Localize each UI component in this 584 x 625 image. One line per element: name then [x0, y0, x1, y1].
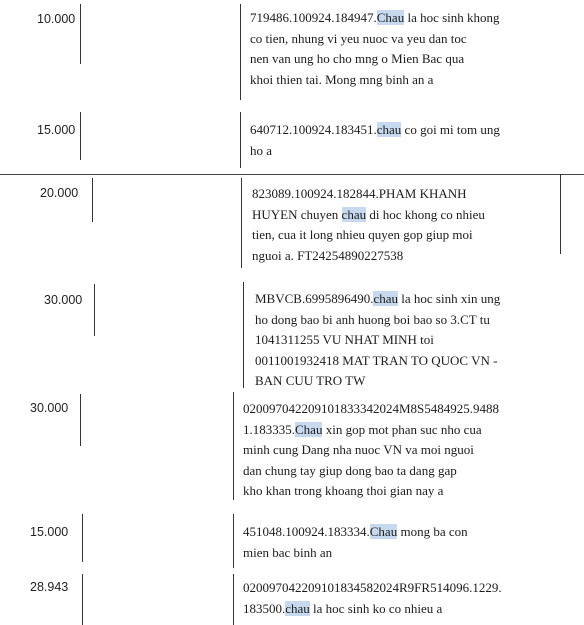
row-amount: 15.000	[37, 123, 76, 137]
highlighted-word: chau	[341, 206, 367, 222]
desc-text: khoi thien tai. Mong mng binh an a	[250, 71, 434, 87]
column-divider	[92, 178, 93, 222]
column-divider	[94, 284, 95, 336]
desc-text: 020097042209101834582024R9FR514096.1229.	[243, 580, 502, 595]
desc-line	[243, 420, 499, 441]
desc-line	[250, 49, 500, 70]
desc-text: di hoc khong co nhieu	[366, 206, 485, 222]
desc-text: 719486.100924.184947.	[250, 10, 377, 25]
desc-text: ho a	[250, 142, 273, 158]
row-amount: 20.000	[40, 186, 79, 200]
desc-text: co goi mi tom ung	[401, 122, 500, 137]
desc-line	[250, 70, 500, 91]
row-description	[252, 184, 485, 266]
desc-text: mong ba con	[397, 524, 468, 539]
desc-line	[255, 289, 500, 310]
desc-text: 823089.100924.182844.PHAM KHANH	[252, 186, 467, 201]
desc-text: xin gop mot phan suc nho cua	[322, 421, 482, 437]
desc-text: mien bac binh an	[243, 544, 333, 560]
desc-text: kho khan trong khoang thoi gian nay a	[243, 483, 444, 498]
desc-line	[243, 543, 468, 564]
desc-text: HUYEN chuyen	[252, 206, 342, 222]
desc-text: 020097042209101833342024M8S5484925.9488	[243, 401, 500, 416]
row-description	[243, 578, 502, 619]
desc-text: 183500.	[243, 600, 286, 616]
highlighted-word: Chau	[295, 421, 323, 437]
desc-line	[255, 371, 500, 392]
column-divider	[80, 4, 81, 64]
column-divider	[240, 4, 241, 100]
desc-line	[252, 184, 485, 205]
desc-text: minh cung Dang nha nuoc VN va moi nguoi	[243, 442, 474, 457]
column-divider	[80, 112, 81, 160]
desc-text: MBVCB.6995896490.	[255, 291, 374, 306]
column-divider	[233, 574, 234, 625]
row-description	[255, 289, 500, 392]
desc-line	[243, 440, 499, 461]
desc-text: nguoi a. FT24254890227538	[252, 247, 404, 263]
desc-text: 0011001932418 MAT TRAN TO QUOC VN -	[255, 352, 498, 368]
desc-text: co tien, nhung vi yeu nuoc va yeu dan toc	[250, 30, 467, 46]
highlighted-word: Chau	[376, 10, 405, 25]
column-divider	[233, 392, 234, 500]
desc-text: nen van ung ho cho mng o Mien Bac qua	[250, 51, 465, 66]
row-amount: 28.943	[30, 580, 69, 594]
column-divider	[240, 112, 241, 168]
desc-line	[243, 399, 499, 420]
desc-text: la hoc sinh ko co nhieu a	[309, 600, 443, 616]
column-divider	[241, 178, 242, 268]
row-description	[243, 399, 499, 502]
desc-line	[252, 205, 485, 226]
desc-text: la hoc sinh xin ung	[398, 291, 501, 306]
row-amount: 15.000	[30, 525, 69, 539]
row-description	[250, 120, 500, 161]
desc-line	[250, 8, 500, 29]
desc-line	[250, 141, 500, 162]
desc-line	[255, 351, 500, 372]
row-description	[243, 522, 468, 563]
column-divider	[243, 282, 244, 388]
column-divider	[233, 514, 234, 568]
desc-line	[250, 29, 500, 50]
highlighted-word: chau	[373, 291, 399, 306]
column-divider	[80, 394, 81, 446]
desc-line	[255, 330, 500, 351]
row-description	[250, 8, 500, 90]
desc-text: 640712.100924.183451.	[250, 122, 377, 137]
desc-text: 1.183335.	[243, 421, 295, 437]
column-divider	[82, 514, 83, 562]
desc-text: la hoc sinh khong	[404, 10, 500, 25]
desc-line	[243, 481, 499, 502]
desc-line	[255, 310, 500, 331]
desc-text: 451048.100924.183334.	[243, 524, 370, 539]
desc-line	[252, 246, 485, 267]
desc-text: tien, cua it long nhieu quyen gop giup moi	[252, 227, 473, 242]
row-amount: 30.000	[44, 293, 83, 307]
desc-text: dan chung tay giup dong bao ta dang gap	[243, 462, 457, 478]
desc-text: 1041311255 VU NHAT MINH toi	[255, 332, 434, 347]
desc-line	[243, 578, 502, 599]
desc-line	[243, 522, 468, 543]
table-divider	[0, 174, 584, 175]
desc-line	[243, 599, 502, 620]
column-divider	[82, 574, 83, 625]
row-amount: 10.000	[37, 12, 76, 26]
desc-line	[252, 225, 485, 246]
column-divider	[560, 174, 561, 254]
desc-line	[243, 461, 499, 482]
highlighted-word: chau	[285, 600, 310, 616]
desc-text: BAN CUU TRO TW	[255, 373, 366, 388]
desc-text: ho dong bao bi anh huong boi bao so 3.CT tu	[255, 311, 490, 327]
highlighted-word: chau	[376, 122, 402, 137]
highlighted-word: Chau	[369, 524, 398, 539]
desc-line	[250, 120, 500, 141]
row-amount: 30.000	[30, 401, 69, 415]
